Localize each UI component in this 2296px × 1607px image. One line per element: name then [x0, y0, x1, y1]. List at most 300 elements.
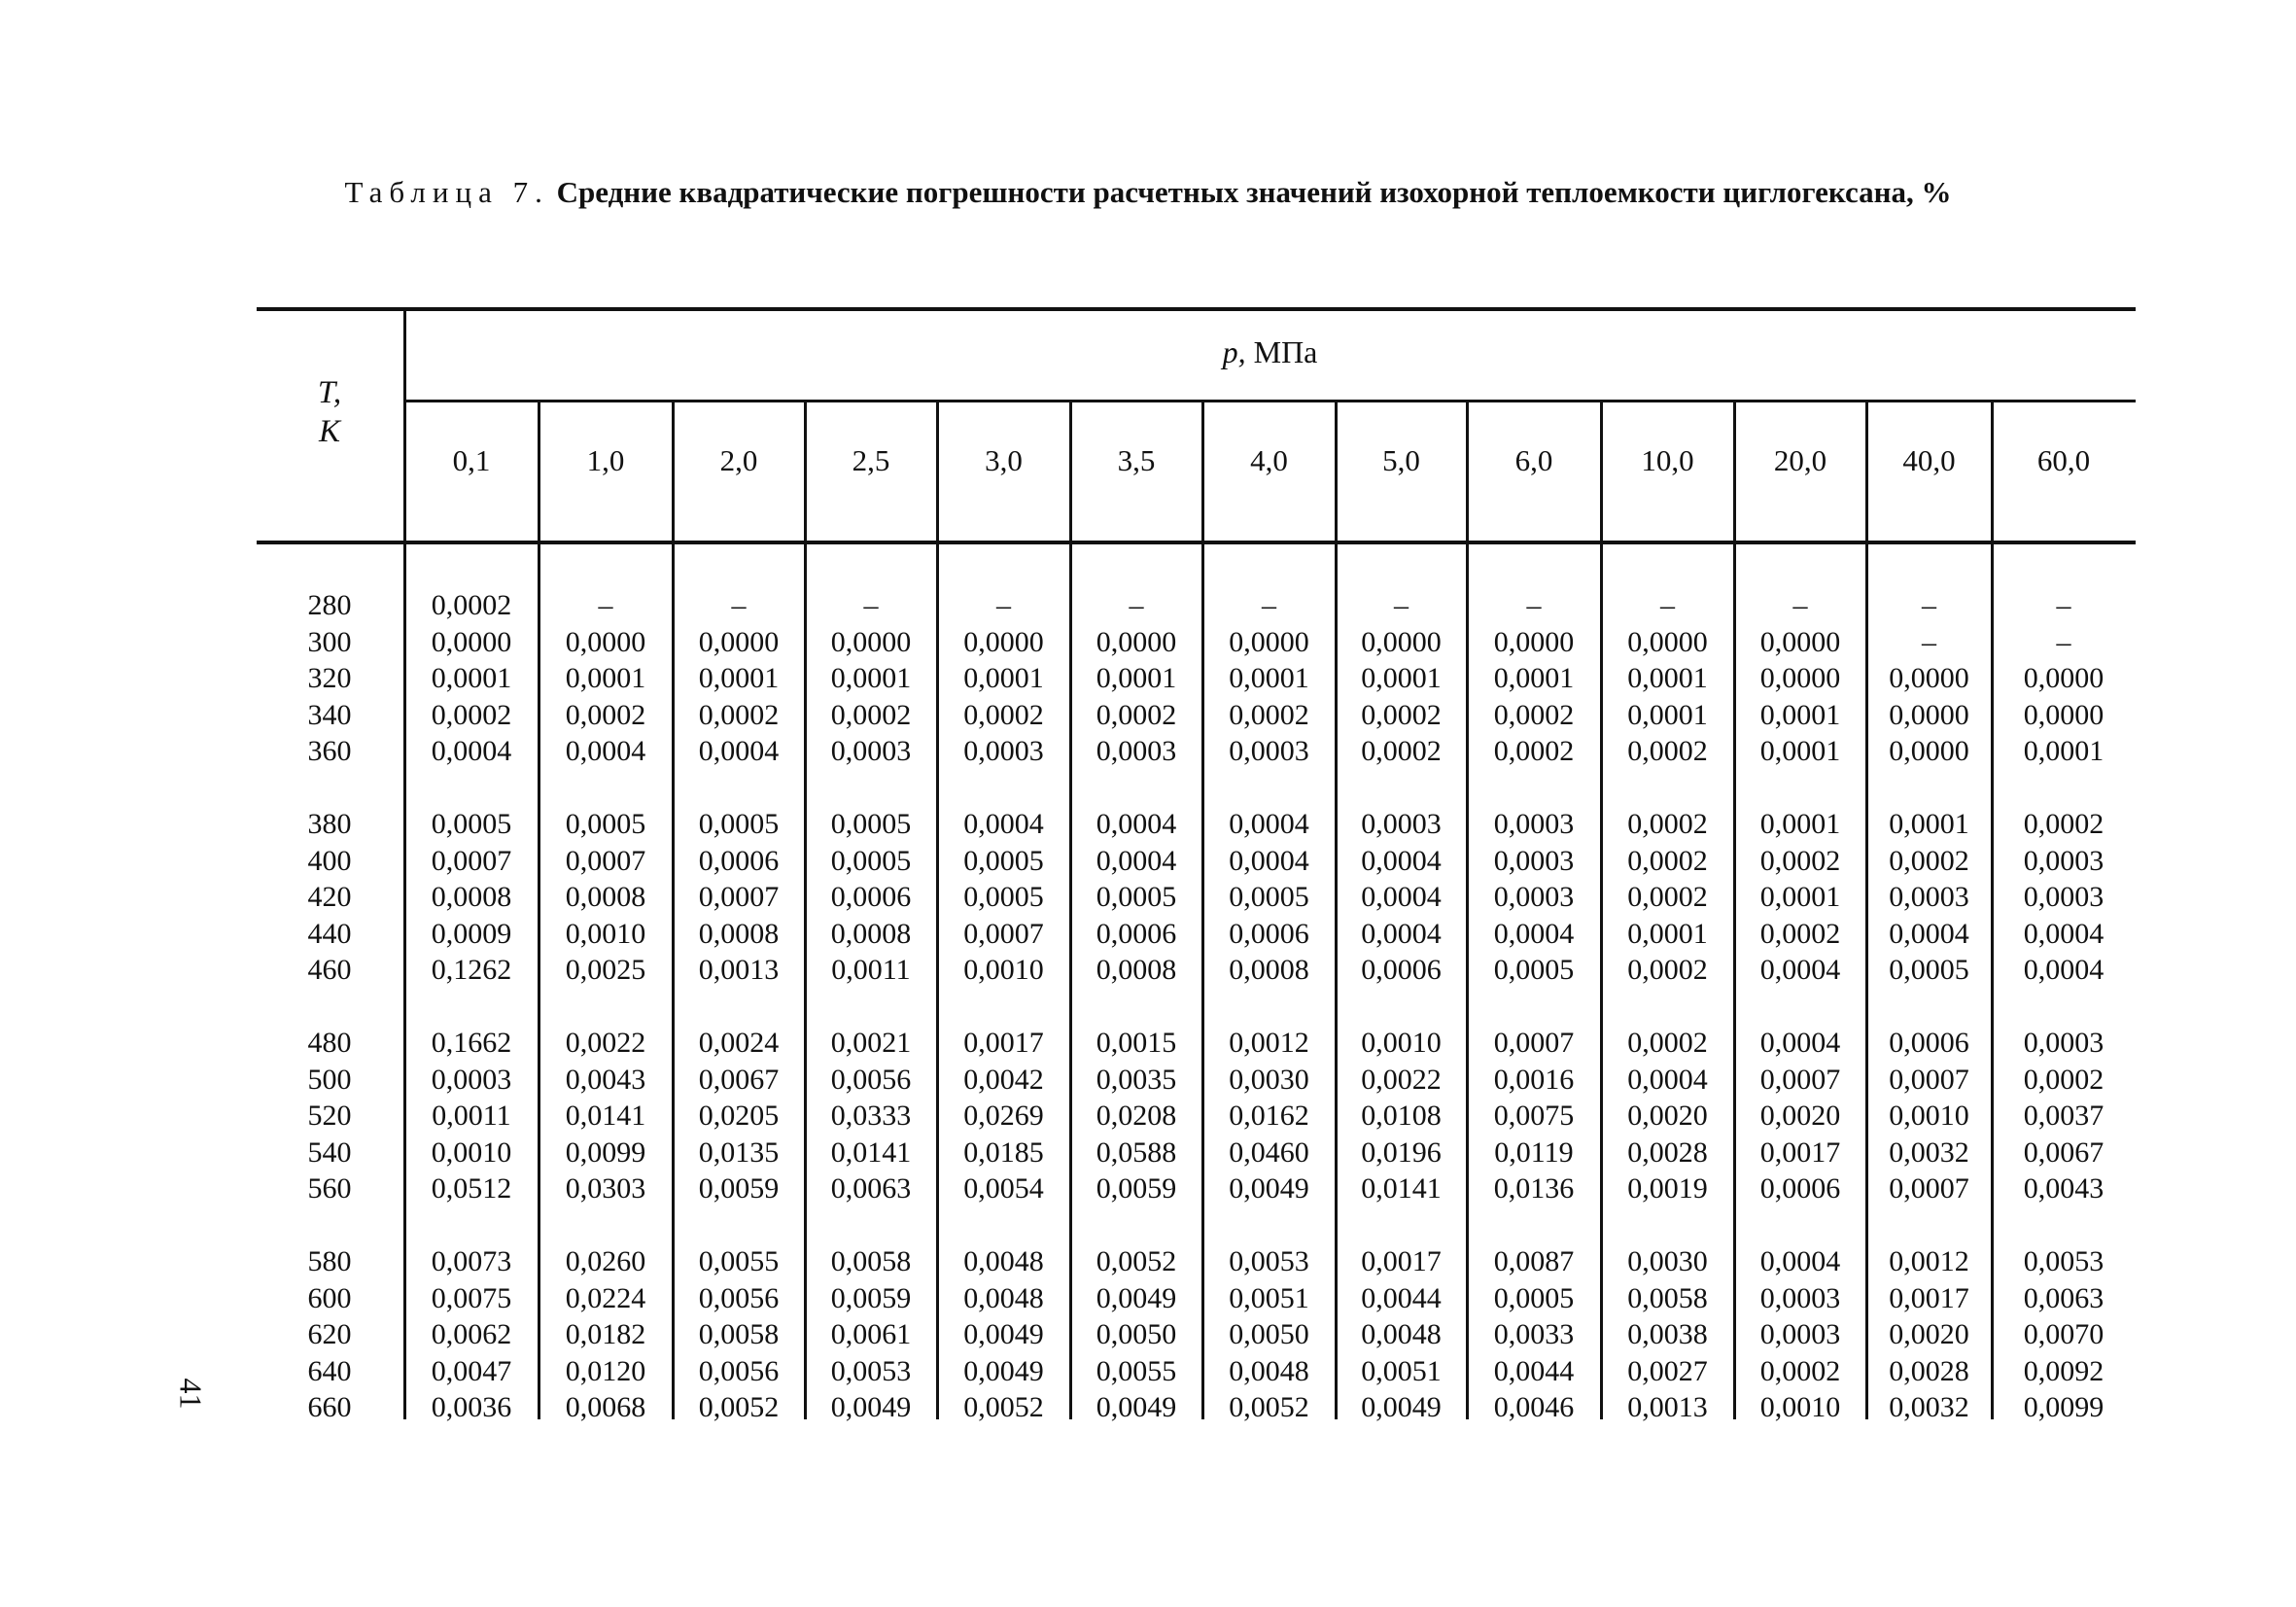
value-cell: 0,0008 [1229, 954, 1309, 986]
value-cell: 0,0059 [1096, 1172, 1177, 1205]
value-cell: 0,0006 [1759, 1172, 1841, 1205]
value-cell: 0,0007 [963, 917, 1044, 950]
value-cell: 0,0032 [1889, 1391, 1969, 1423]
table-caption-label: Таблица 7. [344, 175, 549, 209]
value-cell: 0,0004 [963, 808, 1044, 840]
value-cell: – [1922, 625, 1936, 658]
value-cell: 0,0001 [1759, 698, 1841, 731]
value-cell: 0,0003 [1759, 1281, 1841, 1314]
temperature-cell: 280 [307, 589, 352, 621]
value-cell: 0,0051 [1361, 1354, 1442, 1387]
value-cell: 0,0008 [431, 881, 512, 913]
value-cell: 0,0002 [1759, 844, 1841, 877]
temperature-cell: 480 [307, 1027, 352, 1059]
value-cell: 0,0042 [963, 1063, 1044, 1096]
value-cell: 0,0001 [1759, 881, 1841, 913]
value-cell: 0,0004 [1229, 808, 1309, 840]
value-cell: 0,0003 [1361, 808, 1442, 840]
value-cell: 0,0002 [1759, 917, 1841, 950]
value-cell: 0,0049 [963, 1354, 1044, 1387]
value-cell: 0,0005 [431, 808, 512, 840]
pressure-header [404, 334, 2136, 370]
value-cell: 0,0046 [1493, 1391, 1575, 1423]
value-cell: 0,0000 [963, 625, 1044, 658]
value-cell: 0,1662 [431, 1027, 512, 1059]
temperature-cell: 360 [307, 735, 352, 767]
value-cell: – [2056, 589, 2071, 621]
value-cell: 0,0055 [698, 1245, 780, 1277]
value-cell: 0,0005 [1493, 1281, 1575, 1314]
value-cell: – [1660, 589, 1675, 621]
value-cell: 0,0001 [2023, 735, 2105, 767]
value-cell: 0,0020 [1889, 1318, 1969, 1350]
value-cell: 0,0007 [1889, 1172, 1969, 1205]
value-cell: 0,0017 [1889, 1281, 1969, 1314]
value-cell: 0,0043 [2023, 1172, 2105, 1205]
value-cell: 0,0002 [1627, 844, 1708, 877]
value-cell: 0,0003 [830, 735, 912, 767]
value-cell: 0,0005 [1889, 954, 1969, 986]
value-cell: 0,0022 [565, 1027, 646, 1059]
value-cell: 0,0460 [1229, 1135, 1309, 1169]
pressure-symbol: p, [1222, 334, 1246, 369]
value-cell: 0,0000 [698, 625, 780, 658]
value-cell: 0,0001 [1759, 735, 1841, 767]
table-caption-text: Средние квадратические погрешности расчетных значений изохорной теплоемкости циглогексана, % [556, 175, 1952, 209]
pressure-column-header: 0,1 [452, 443, 491, 477]
value-cell: 0,0004 [2023, 917, 2105, 950]
value-cell: 0,0004 [1361, 844, 1442, 877]
value-cell: 0,0010 [1361, 1027, 1442, 1059]
value-cell: 0,0056 [698, 1354, 780, 1387]
value-cell: 0,0058 [1627, 1281, 1708, 1314]
value-cell: 0,0006 [1096, 917, 1177, 950]
temperature-cell: 500 [307, 1063, 352, 1096]
value-cell: 0,0013 [1627, 1391, 1708, 1423]
value-cell: 0,0049 [1096, 1281, 1177, 1314]
value-cell: 0,0004 [565, 735, 646, 767]
value-cell: 0,0003 [2023, 844, 2105, 877]
temperature-cell: 520 [307, 1100, 352, 1132]
temperature-cell: 320 [307, 662, 352, 694]
value-cell: 0,0119 [1494, 1135, 1574, 1169]
value-cell: 0,0002 [1627, 735, 1708, 767]
value-cell: 0,0006 [1889, 1027, 1969, 1059]
value-cell: 0,0001 [830, 662, 912, 694]
value-cell: 0,0011 [831, 954, 911, 986]
value-cell: – [1129, 589, 1144, 621]
pressure-column-header: 3,0 [985, 443, 1023, 477]
value-cell: 0,0058 [698, 1318, 780, 1350]
pressure-column-header: 20,0 [1773, 443, 1827, 477]
value-cell: – [1394, 589, 1409, 621]
value-cell: 0,0003 [2023, 881, 2105, 913]
value-cell: 0,0000 [1493, 625, 1575, 658]
value-cell: 0,0048 [1229, 1354, 1309, 1387]
pressure-unit: МПа [1253, 334, 1318, 369]
value-cell: 0,0048 [963, 1281, 1044, 1314]
value-cell: 0,0038 [1627, 1318, 1708, 1350]
pressure-column-header: 40,0 [1902, 443, 1956, 477]
value-cell: 0,0058 [830, 1245, 912, 1277]
value-cell: 0,0005 [698, 808, 780, 840]
temperature-cell: 300 [307, 625, 352, 658]
value-cell: 0,0001 [1361, 662, 1442, 694]
value-cell: 0,0051 [1229, 1281, 1309, 1314]
value-cell: – [598, 589, 613, 621]
value-cell: 0,0141 [565, 1100, 646, 1132]
value-cell: 0,0001 [1493, 662, 1575, 694]
value-cell: 0,0049 [963, 1318, 1044, 1350]
value-cell: 0,0002 [1229, 698, 1309, 731]
value-cell: 0,0002 [1627, 808, 1708, 840]
temperature-cell: 540 [307, 1135, 352, 1169]
value-cell: 0,0002 [565, 698, 646, 731]
value-cell: 0,0004 [2023, 954, 2105, 986]
value-cell: 0,0052 [698, 1391, 780, 1423]
value-cell: 0,0054 [963, 1172, 1044, 1205]
value-cell: 0,0048 [963, 1245, 1044, 1277]
value-cell: 0,0002 [1627, 881, 1708, 913]
value-cell: 0,0049 [1229, 1172, 1309, 1205]
value-cell: 0,0005 [830, 844, 912, 877]
value-cell: 0,0136 [1493, 1172, 1575, 1205]
value-cell: 0,0224 [565, 1281, 646, 1314]
value-cell: 0,0075 [431, 1281, 512, 1314]
value-cell: 0,0002 [963, 698, 1044, 731]
value-cell: 0,0049 [1096, 1391, 1177, 1423]
value-cell: 0,0588 [1096, 1135, 1177, 1169]
value-cell: 0,0015 [1096, 1027, 1177, 1059]
value-cell: 0,0007 [1889, 1063, 1969, 1096]
value-cell: 0,0004 [1096, 808, 1177, 840]
value-cell: 0,0099 [2023, 1391, 2105, 1423]
temperature-cell: 620 [307, 1318, 352, 1350]
value-cell: 0,0000 [830, 625, 912, 658]
header-middle-rule [404, 400, 2136, 402]
value-cell: 0,0002 [1627, 1027, 1708, 1059]
value-cell: 0,0000 [1361, 625, 1442, 658]
value-cell: 0,0050 [1229, 1318, 1309, 1350]
value-cell: 0,0063 [2023, 1281, 2105, 1314]
value-cell: 0,0036 [431, 1391, 512, 1423]
value-cell: 0,0033 [1493, 1318, 1575, 1350]
value-cell: 0,0002 [1096, 698, 1177, 731]
value-cell: 0,0000 [1759, 662, 1841, 694]
value-cell: 0,0001 [1627, 917, 1708, 950]
value-cell: 0,0020 [1627, 1100, 1708, 1132]
value-cell: 0,0055 [1096, 1354, 1177, 1387]
value-cell: 0,0003 [1493, 808, 1575, 840]
value-cell: 0,0020 [1759, 1100, 1841, 1132]
value-cell: 0,0003 [1889, 881, 1969, 913]
value-cell: 0,0049 [830, 1391, 912, 1423]
value-cell: 0,0068 [565, 1391, 646, 1423]
value-cell: 0,0005 [1096, 881, 1177, 913]
value-cell: 0,0013 [698, 954, 780, 986]
value-cell: 0,0205 [698, 1100, 780, 1132]
pressure-column-header: 6,0 [1514, 443, 1553, 477]
value-cell: 0,0016 [1493, 1063, 1575, 1096]
value-cell: 0,0182 [565, 1318, 646, 1350]
pressure-column-header: 4,0 [1250, 443, 1288, 477]
value-cell: 0,0001 [565, 662, 646, 694]
value-cell: 0,0003 [431, 1063, 512, 1096]
value-cell: 0,0059 [698, 1172, 780, 1205]
value-cell: 0,0120 [565, 1354, 646, 1387]
temperature-cell: 460 [307, 954, 352, 986]
value-cell: 0,0004 [1361, 917, 1442, 950]
value-cell: 0,0001 [1759, 808, 1841, 840]
value-cell: 0,0135 [698, 1135, 780, 1169]
pressure-column-header: 5,0 [1382, 443, 1420, 477]
value-cell: 0,0000 [431, 625, 512, 658]
value-cell: 0,0000 [1889, 662, 1969, 694]
value-cell: 0,0001 [963, 662, 1044, 694]
value-cell: 0,0012 [1229, 1027, 1309, 1059]
value-cell: 0,0002 [1493, 698, 1575, 731]
temperature-header-unit: K [318, 414, 340, 449]
value-cell: 0,0001 [1229, 662, 1309, 694]
value-cell: 0,0000 [1889, 735, 1969, 767]
value-cell: 0,0008 [1096, 954, 1177, 986]
value-cell: 0,0000 [1627, 625, 1708, 658]
value-cell: – [1262, 589, 1276, 621]
temperature-cell: 340 [307, 698, 352, 731]
pressure-column-header: 2,0 [719, 443, 758, 477]
value-cell: 0,0001 [1627, 662, 1708, 694]
value-cell: 0,0003 [1759, 1318, 1841, 1350]
value-cell: 0,0512 [431, 1172, 512, 1205]
value-cell: 0,0053 [1229, 1245, 1309, 1277]
value-cell: 0,0002 [1889, 844, 1969, 877]
temperature-cell: 440 [307, 917, 352, 950]
value-cell: 0,0007 [698, 881, 780, 913]
value-cell: 0,0303 [565, 1172, 646, 1205]
value-cell: 0,0019 [1627, 1172, 1708, 1205]
value-cell: 0,0005 [565, 808, 646, 840]
value-cell: 0,0099 [565, 1135, 646, 1169]
value-cell: 0,0004 [431, 735, 512, 767]
table-top-rule [257, 307, 2136, 311]
value-cell: 0,0004 [1493, 917, 1575, 950]
value-cell: 0,0004 [1627, 1063, 1708, 1096]
value-cell: 0,0043 [565, 1063, 646, 1096]
value-cell: 0,0049 [1361, 1391, 1442, 1423]
value-cell: 0,0006 [1229, 917, 1309, 950]
value-cell: 0,0001 [698, 662, 780, 694]
value-cell: 0,0010 [431, 1135, 512, 1169]
value-cell: 0,0007 [1493, 1027, 1575, 1059]
value-cell: 0,0162 [1229, 1100, 1309, 1132]
value-cell: 0,0007 [565, 844, 646, 877]
value-cell: 0,0004 [1229, 844, 1309, 877]
value-cell: 0,0067 [2023, 1135, 2105, 1169]
value-cell: 0,0007 [1759, 1063, 1841, 1096]
value-cell: 0,0024 [698, 1027, 780, 1059]
value-cell: 0,0003 [1493, 844, 1575, 877]
value-cell: 0,0108 [1361, 1100, 1442, 1132]
value-cell: 0,0000 [2023, 662, 2105, 694]
value-cell: 0,0000 [2023, 698, 2105, 731]
value-cell: 0,0000 [1889, 698, 1969, 731]
temperature-cell: 660 [307, 1391, 352, 1423]
value-cell: 0,0000 [1096, 625, 1177, 658]
value-cell: – [863, 589, 879, 621]
value-cell: 0,0017 [1361, 1245, 1442, 1277]
table-caption [0, 175, 2296, 210]
value-cell: – [731, 589, 747, 621]
value-cell: 0,0062 [431, 1318, 512, 1350]
value-cell: 0,0333 [830, 1100, 912, 1132]
value-cell: 0,0002 [1627, 954, 1708, 986]
value-cell: 0,0061 [830, 1318, 912, 1350]
temperature-cell: 560 [307, 1172, 352, 1205]
value-cell: 0,0003 [1096, 735, 1177, 767]
value-cell: 0,0030 [1627, 1245, 1708, 1277]
value-cell: 0,0007 [431, 844, 512, 877]
value-cell: 0,0005 [1493, 954, 1575, 986]
value-cell: 0,0035 [1096, 1063, 1177, 1096]
value-cell: 0,0185 [963, 1135, 1044, 1169]
data-table [257, 307, 2136, 1423]
value-cell: – [1526, 589, 1542, 621]
value-cell: 0,0002 [1361, 735, 1442, 767]
value-cell: 0,0070 [2023, 1318, 2105, 1350]
pressure-column-header: 60,0 [2036, 443, 2091, 477]
value-cell: 0,0053 [830, 1354, 912, 1387]
value-cell: – [1922, 589, 1936, 621]
value-cell: 0,0002 [431, 698, 512, 731]
value-cell: 0,0011 [432, 1100, 511, 1132]
value-cell: 0,0002 [1361, 698, 1442, 731]
value-cell: 0,0006 [698, 844, 780, 877]
value-cell: 0,0002 [1493, 735, 1575, 767]
value-cell: 0,0001 [1096, 662, 1177, 694]
value-cell: 0,0004 [698, 735, 780, 767]
pressure-column-header: 2,5 [852, 443, 890, 477]
value-cell: 0,0009 [431, 917, 512, 950]
value-cell: 0,0052 [1229, 1391, 1309, 1423]
pressure-column-header: 10,0 [1641, 443, 1694, 477]
value-cell: – [1792, 589, 1808, 621]
value-cell: 0,0002 [830, 698, 912, 731]
value-cell: 0,0044 [1361, 1281, 1442, 1314]
temperature-cell: 640 [307, 1354, 352, 1387]
temperature-cell: 380 [307, 808, 352, 840]
value-cell: 0,0028 [1627, 1135, 1708, 1169]
value-cell: 0,0008 [565, 881, 646, 913]
value-cell: 0,0004 [1759, 1245, 1841, 1277]
temperature-cell: 400 [307, 844, 352, 877]
value-cell: 0,0025 [565, 954, 646, 986]
value-cell: 0,0010 [1889, 1100, 1969, 1132]
value-cell: 0,0004 [1361, 881, 1442, 913]
value-cell: 0,0001 [1889, 808, 1969, 840]
value-cell: 0,0022 [1361, 1063, 1442, 1096]
value-cell: 0,0056 [698, 1281, 780, 1314]
value-cell: 0,0196 [1361, 1135, 1442, 1169]
value-cell: 0,0017 [963, 1027, 1044, 1059]
value-cell: 0,0005 [963, 881, 1044, 913]
value-cell: 0,0006 [1361, 954, 1442, 986]
value-cell: 0,0000 [1229, 625, 1309, 658]
value-cell: 0,0002 [431, 589, 512, 621]
value-cell: 0,0010 [565, 917, 646, 950]
value-cell: 0,0073 [431, 1245, 512, 1277]
value-cell: 0,0067 [698, 1063, 780, 1096]
pressure-column-header: 3,5 [1117, 443, 1156, 477]
value-cell: 0,0003 [1493, 881, 1575, 913]
temperature-header-label: T, [317, 375, 342, 410]
temperature-cell: 420 [307, 881, 352, 913]
value-cell: 0,0003 [1229, 735, 1309, 767]
value-cell: 0,0010 [963, 954, 1044, 986]
value-cell: 0,0005 [963, 844, 1044, 877]
pressure-column-header: 1,0 [586, 443, 625, 477]
value-cell: 0,0002 [2023, 1063, 2105, 1096]
value-cell: 0,0008 [830, 917, 912, 950]
value-cell: 0,0141 [1361, 1172, 1442, 1205]
value-cell: 0,0000 [565, 625, 646, 658]
value-cell: 0,0010 [1759, 1391, 1841, 1423]
value-cell: 0,0008 [698, 917, 780, 950]
value-cell: 0,0037 [2023, 1100, 2105, 1132]
value-cell: 0,0053 [2023, 1245, 2105, 1277]
temperature-cell: 580 [307, 1245, 352, 1277]
value-cell: 0,0052 [963, 1391, 1044, 1423]
value-cell: 0,0003 [963, 735, 1044, 767]
value-cell: 0,0012 [1889, 1245, 1969, 1277]
value-cell: 0,0056 [830, 1063, 912, 1096]
value-cell: 0,0021 [830, 1027, 912, 1059]
value-cell: 0,0017 [1759, 1135, 1841, 1169]
value-cell: 0,0001 [1627, 698, 1708, 731]
value-cell: 0,0075 [1493, 1100, 1575, 1132]
value-cell: 0,1262 [431, 954, 512, 986]
value-cell: 0,0092 [2023, 1354, 2105, 1387]
page-number: 41 [173, 1378, 209, 1410]
value-cell: 0,0002 [2023, 808, 2105, 840]
value-cell: 0,0004 [1889, 917, 1969, 950]
value-cell: 0,0044 [1493, 1354, 1575, 1387]
value-cell: 0,0032 [1889, 1135, 1969, 1169]
value-cell: – [996, 589, 1011, 621]
value-cell: 0,0063 [830, 1172, 912, 1205]
value-cell: 0,0003 [2023, 1027, 2105, 1059]
value-cell: 0,0050 [1096, 1318, 1177, 1350]
value-cell: 0,0028 [1889, 1354, 1969, 1387]
value-cell: 0,0002 [698, 698, 780, 731]
value-cell: 0,0005 [1229, 881, 1309, 913]
value-cell: 0,0006 [830, 881, 912, 913]
temperature-cell: 600 [307, 1281, 352, 1314]
value-cell: – [2056, 625, 2071, 658]
value-cell: 0,0047 [431, 1354, 512, 1387]
value-cell: 0,0260 [565, 1245, 646, 1277]
value-cell: 0,0002 [1759, 1354, 1841, 1387]
value-cell: 0,0141 [830, 1135, 912, 1169]
value-cell: 0,0000 [1759, 625, 1841, 658]
value-cell: 0,0004 [1759, 1027, 1841, 1059]
value-cell: 0,0208 [1096, 1100, 1177, 1132]
value-cell: 0,0004 [1759, 954, 1841, 986]
value-cell: 0,0048 [1361, 1318, 1442, 1350]
value-cell: 0,0052 [1096, 1245, 1177, 1277]
value-cell: 0,0087 [1493, 1245, 1575, 1277]
value-cell: 0,0001 [431, 662, 512, 694]
value-cell: 0,0005 [830, 808, 912, 840]
